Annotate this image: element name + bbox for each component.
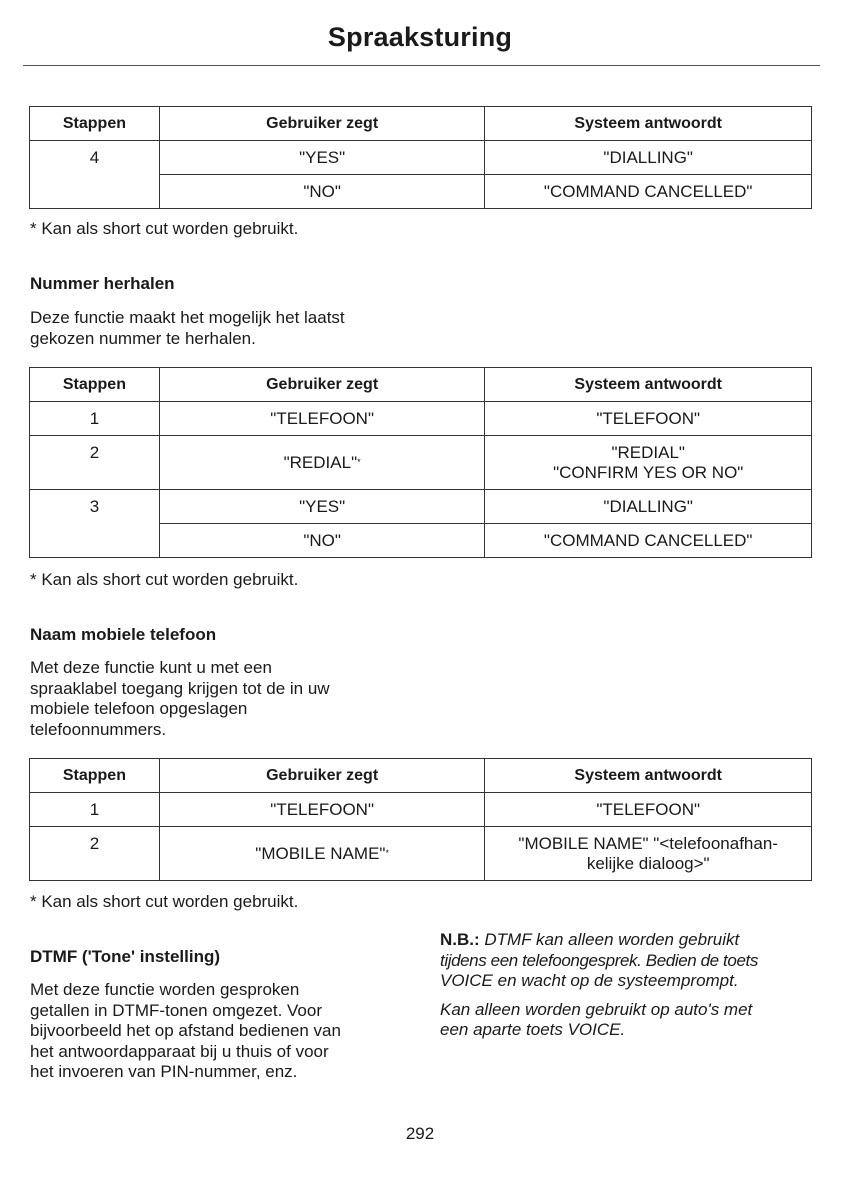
system-response: "DIALLING" <box>485 490 812 524</box>
text-line: het antwoordapparaat bij u thuis of voor <box>30 1041 329 1061</box>
step-number: 4 <box>30 141 160 209</box>
user-command: "NO" <box>159 175 485 209</box>
table-row <box>30 793 812 827</box>
system-response: "COMMAND CANCELLED" <box>485 175 812 209</box>
table-row <box>30 402 812 436</box>
col-header-steps: Stappen <box>30 759 160 793</box>
table-phone-name-steps <box>29 758 812 881</box>
response-line: "MOBILE NAME" "<telefoonafhan- <box>518 834 778 853</box>
step-number: 2 <box>30 436 160 490</box>
user-command: "TELEFOON" <box>159 793 485 827</box>
shortcut-marker: * <box>357 457 361 467</box>
section-heading-redial: Nummer herhalen <box>30 274 175 293</box>
section-text-redial <box>30 308 420 349</box>
text-line: VOICE en wacht op de systeemprompt. <box>440 971 739 990</box>
text-line: tijdens een telefoongesprek. Bedien de toets <box>440 950 758 970</box>
response-line: kelijke dialoog>" <box>586 854 710 873</box>
nb-text: DTMF kan alleen worden gebruikt <box>479 930 740 949</box>
text-line: mobiele telefoon opgeslagen <box>30 699 248 718</box>
col-header-user-says: Gebruiker zegt <box>159 368 485 402</box>
col-header-steps: Stappen <box>30 368 160 402</box>
system-response: "TELEFOON" <box>485 402 812 436</box>
col-header-system-answers: Systeem antwoordt <box>485 759 812 793</box>
step-number: 1 <box>30 793 160 827</box>
text-line: Met deze functie kunt u met een <box>30 658 272 677</box>
step-number: 1 <box>30 402 160 436</box>
response-line: "CONFIRM YES OR NO" <box>553 463 744 482</box>
table-redial-steps <box>29 367 812 558</box>
user-command: "YES" <box>159 141 485 175</box>
user-command <box>159 436 485 490</box>
user-command-text: "REDIAL" <box>283 453 358 472</box>
system-response: "COMMAND CANCELLED" <box>485 524 812 558</box>
step-number: 3 <box>30 490 160 558</box>
nb-note <box>440 930 820 1041</box>
response-line: "REDIAL" <box>611 443 685 462</box>
text-line: bijvoorbeeld het op afstand bedienen van <box>30 1021 341 1040</box>
text-line: getallen in DTMF-tonen omgezet. Voor <box>30 1000 322 1020</box>
text-line: het invoeren van PIN-nummer, enz. <box>30 1062 298 1081</box>
col-header-system-answers: Systeem antwoordt <box>485 368 812 402</box>
title-divider <box>23 65 820 66</box>
section-text-dtmf <box>30 980 420 1083</box>
step-number: 2 <box>30 827 160 881</box>
text-line: Met deze functie worden gesproken <box>30 980 300 999</box>
table-row <box>30 827 812 881</box>
table-header-row <box>30 368 812 402</box>
shortcut-note: * Kan als short cut worden gebruikt. <box>30 570 299 589</box>
user-command-text: "MOBILE NAME" <box>255 844 386 863</box>
text-line: Deze functie maakt het mogelijk het laatst <box>30 308 345 327</box>
text-line: Kan alleen worden gebruikt op auto's met <box>440 999 753 1019</box>
page-title: Spraaksturing <box>327 22 513 52</box>
table-row <box>30 490 812 524</box>
col-header-system-answers: Systeem antwoordt <box>485 107 812 141</box>
text-line: telefoonnummers. <box>30 719 167 739</box>
system-response <box>485 436 812 490</box>
user-command <box>159 827 485 881</box>
user-command: "TELEFOON" <box>159 402 485 436</box>
section-text-phone-name <box>30 658 420 740</box>
section-heading-phone-name: Naam mobiele telefoon <box>30 625 217 644</box>
text-line: gekozen nummer te herhalen. <box>30 328 256 348</box>
col-header-steps: Stappen <box>30 107 160 141</box>
table-dial-steps <box>29 106 812 209</box>
table-header-row <box>30 759 812 793</box>
table-header-row <box>30 107 812 141</box>
shortcut-note: * Kan als short cut worden gebruikt. <box>30 892 299 911</box>
section-heading-dtmf: DTMF ('Tone' instelling) <box>30 947 221 966</box>
shortcut-marker: * <box>385 848 389 858</box>
page-number: 292 <box>405 1124 435 1143</box>
system-response: "DIALLING" <box>485 141 812 175</box>
shortcut-note: * Kan als short cut worden gebruikt. <box>30 219 299 238</box>
system-response <box>485 827 812 881</box>
col-header-user-says: Gebruiker zegt <box>159 107 485 141</box>
user-command: "NO" <box>159 524 485 558</box>
text-line: een aparte toets VOICE. <box>440 1020 626 1039</box>
table-row <box>30 141 812 175</box>
col-header-user-says: Gebruiker zegt <box>159 759 485 793</box>
table-row <box>30 436 812 490</box>
system-response: "TELEFOON" <box>485 793 812 827</box>
text-line <box>440 930 820 951</box>
user-command: "YES" <box>159 490 485 524</box>
text-line: spraaklabel toegang krijgen tot de in uw <box>30 678 330 698</box>
nb-label: N.B.: <box>440 930 480 949</box>
